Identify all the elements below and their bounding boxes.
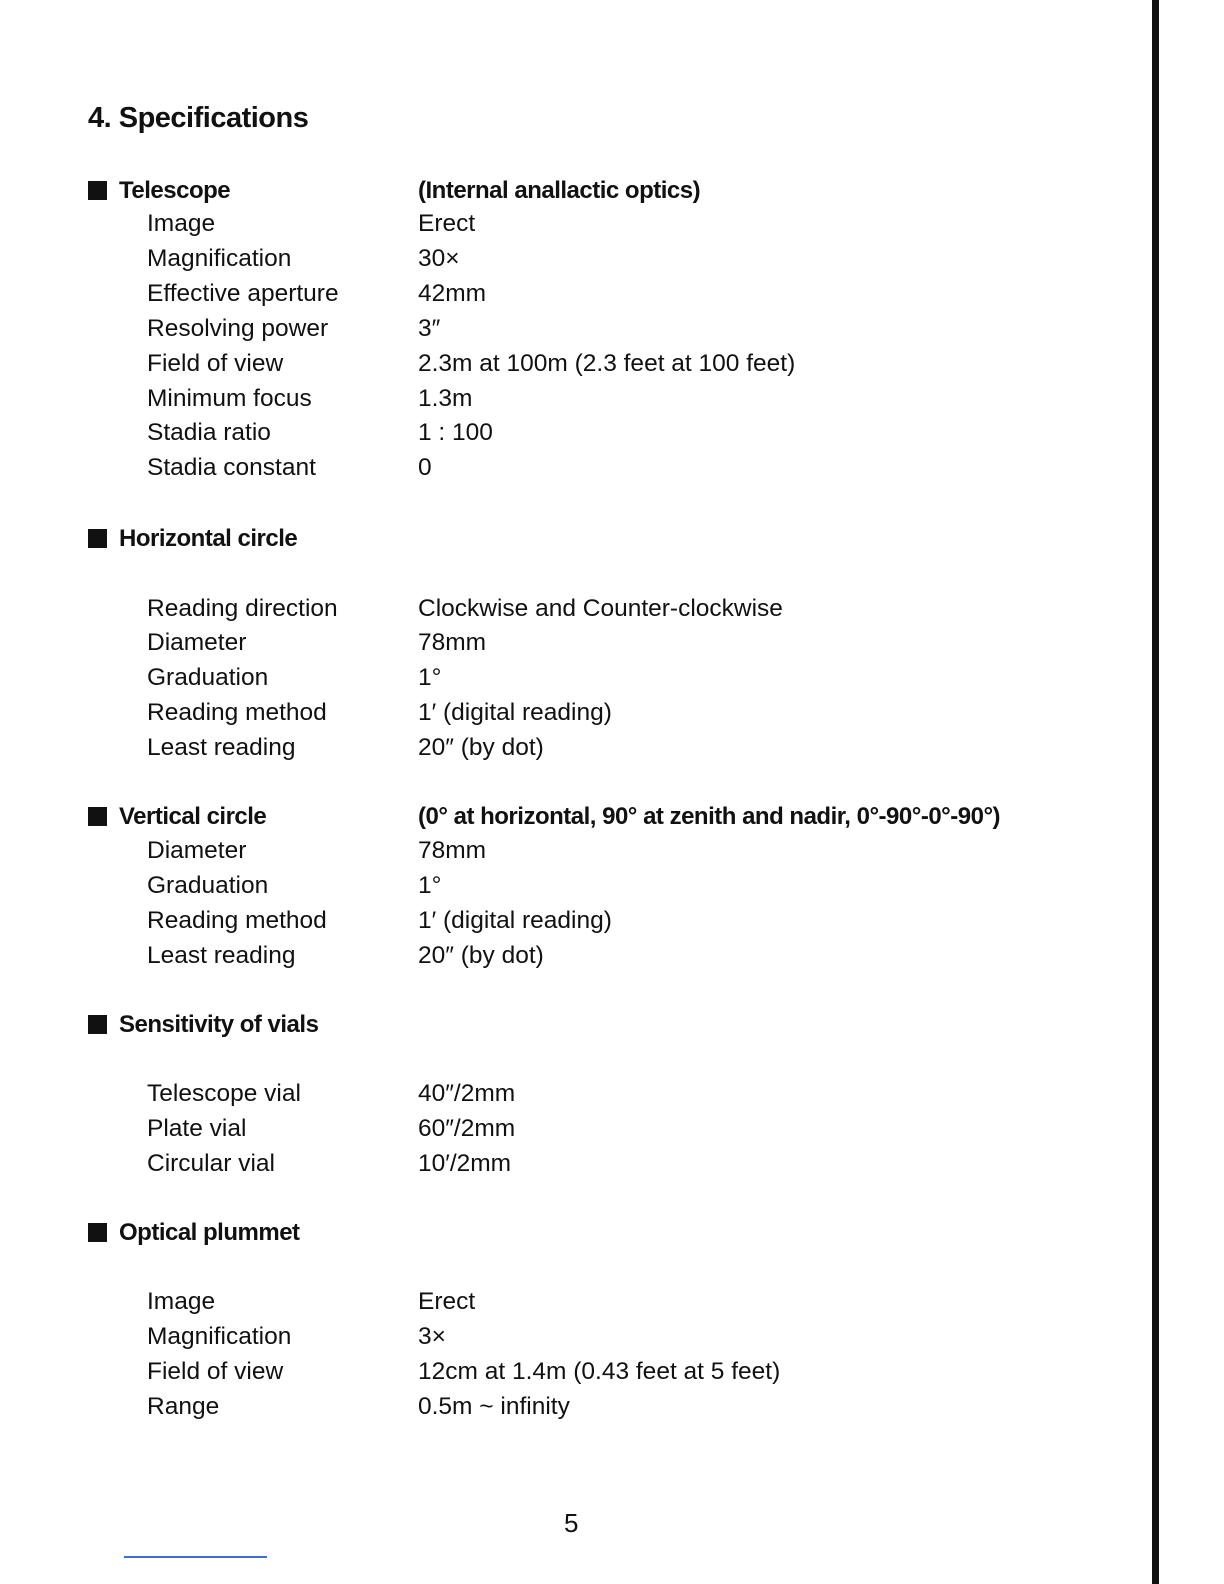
spec-label: Effective aperture — [147, 280, 339, 307]
spec-value: 0 — [418, 454, 432, 481]
spec-label: Plate vial — [147, 1115, 247, 1142]
spec-label: Circular vial — [147, 1150, 275, 1177]
section-heading-vertical-circle — [88, 800, 266, 834]
section-name: Vertical circle — [119, 803, 267, 830]
spec-value: 1′ (digital reading) — [418, 907, 612, 934]
spec-value: 78mm — [418, 629, 487, 656]
section-name: Telescope — [119, 177, 231, 204]
spec-label: Magnification — [147, 1323, 292, 1350]
spec-label: Reading method — [147, 699, 327, 726]
spec-label: Diameter — [147, 837, 247, 864]
spec-label: Reading direction — [147, 595, 338, 622]
section-name: Sensitivity of vials — [119, 1011, 319, 1038]
spec-value: 20″ (by dot) — [418, 942, 544, 969]
spec-label: Image — [147, 210, 216, 237]
spec-label: Field of view — [147, 350, 284, 377]
spec-label: Resolving power — [147, 315, 329, 342]
spec-label: Image — [147, 1288, 216, 1315]
section-heading-horizontal-circle — [88, 522, 297, 556]
section-heading-optical-plummet — [88, 1216, 300, 1250]
square-bullet-icon — [88, 529, 107, 548]
spec-label: Field of view — [147, 1358, 284, 1385]
page-title: 4. Specifications — [88, 102, 309, 134]
footnote-rule — [124, 1556, 267, 1558]
spec-label: Graduation — [147, 872, 269, 899]
spec-value: 2.3m at 100m (2.3 feet at 100 feet) — [418, 350, 796, 377]
spec-value: 78mm — [418, 837, 487, 864]
spec-label: Telescope vial — [147, 1080, 301, 1107]
section-note-vertical-circle: (0° at horizontal, 90° at zenith and nadir, 0°-90°-0°-90°) — [418, 803, 1001, 830]
spec-value: 0.5m ~ infinity — [418, 1393, 570, 1420]
section-heading-telescope — [88, 174, 230, 208]
square-bullet-icon — [88, 1223, 107, 1242]
spec-value: 60″/2mm — [418, 1115, 516, 1142]
square-bullet-icon — [88, 1015, 107, 1034]
section-note-telescope: (Internal anallactic optics) — [418, 177, 701, 204]
spec-label: Diameter — [147, 629, 247, 656]
spec-label: Reading method — [147, 907, 327, 934]
page-number: 5 — [564, 1508, 579, 1538]
spec-label: Least reading — [147, 734, 296, 761]
spec-value: 1′ (digital reading) — [418, 699, 612, 726]
spec-label: Minimum focus — [147, 385, 312, 412]
spec-value: 3× — [418, 1323, 446, 1350]
spec-label: Least reading — [147, 942, 296, 969]
spec-value: Erect — [418, 1288, 476, 1315]
spec-value: 1° — [418, 664, 442, 691]
spec-value: 1 : 100 — [418, 419, 493, 446]
spec-label: Range — [147, 1393, 220, 1420]
spec-value: 1° — [418, 872, 442, 899]
spec-label: Magnification — [147, 245, 292, 272]
spec-value: 3″ — [418, 315, 441, 342]
spec-value: 20″ (by dot) — [418, 734, 544, 761]
section-name: Optical plummet — [119, 1219, 300, 1246]
spec-value: 12cm at 1.4m (0.43 feet at 5 feet) — [418, 1358, 781, 1385]
spec-label: Stadia constant — [147, 454, 316, 481]
spec-value: 10′/2mm — [418, 1150, 512, 1177]
spec-value: 42mm — [418, 280, 487, 307]
section-heading-sensitivity-of-vials — [88, 1008, 318, 1042]
square-bullet-icon — [88, 807, 107, 826]
spec-label: Graduation — [147, 664, 269, 691]
spec-value: Clockwise and Counter-clockwise — [418, 595, 783, 622]
spec-value: Erect — [418, 210, 476, 237]
spec-value: 1.3m — [418, 385, 473, 412]
section-name: Horizontal circle — [119, 525, 298, 552]
page-edge-rule — [1152, 0, 1159, 1584]
spec-label: Stadia ratio — [147, 419, 271, 446]
spec-value: 30× — [418, 245, 460, 272]
square-bullet-icon — [88, 181, 107, 200]
spec-value: 40″/2mm — [418, 1080, 516, 1107]
